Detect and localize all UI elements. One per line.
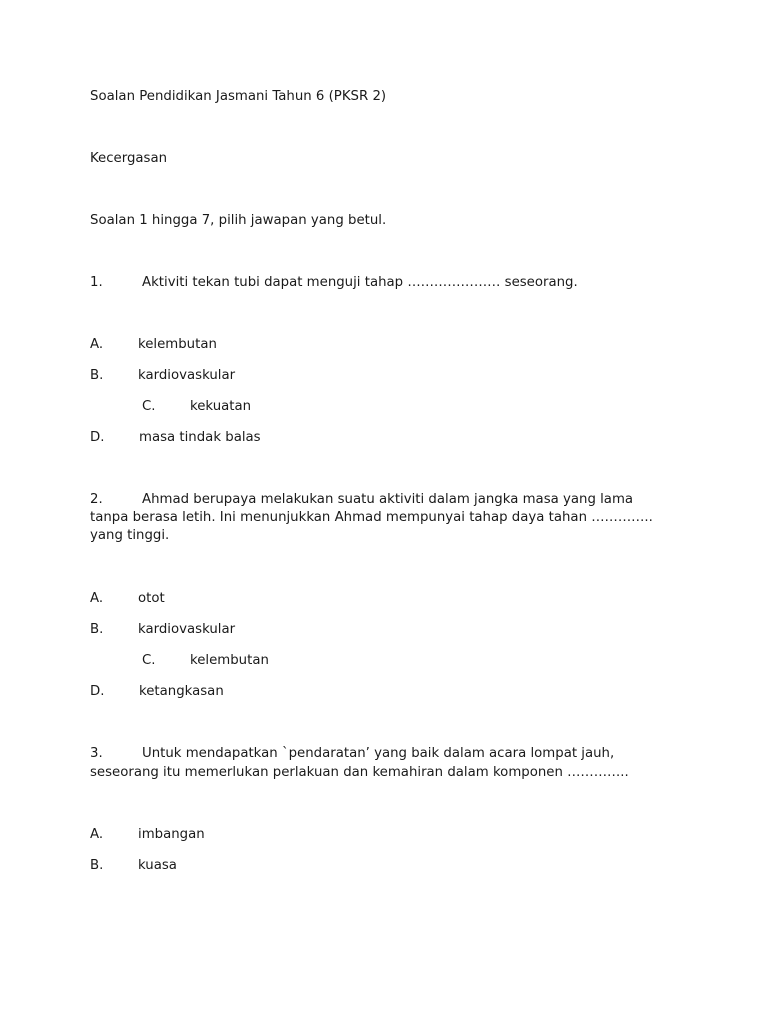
instruction-text: Soalan 1 hingga 7, pilih jawapan yang betul. bbox=[90, 213, 387, 228]
question-text: Aktiviti tekan tubi dapat menguji tahap ………………… seseorang. bbox=[142, 275, 578, 290]
option-text: kekuatan bbox=[190, 399, 252, 414]
option-text: kelembutan bbox=[138, 337, 217, 352]
question-number: 2. bbox=[90, 492, 103, 507]
document-title: Soalan Pendidikan Jasmani Tahun 6 (PKSR 2) bbox=[90, 89, 387, 104]
option-letter: C. bbox=[142, 399, 156, 414]
option-letter: D. bbox=[90, 430, 105, 445]
question-text: Ahmad berupaya melakukan suatu aktiviti dalam jangka masa yang lama bbox=[142, 492, 634, 507]
option-text: otot bbox=[138, 591, 165, 606]
option-text: imbangan bbox=[138, 827, 205, 842]
option-text: kelembutan bbox=[190, 653, 269, 668]
question-1 bbox=[90, 274, 578, 292]
question-number: 1. bbox=[90, 275, 103, 290]
option-letter: A. bbox=[90, 827, 104, 842]
option-letter: D. bbox=[90, 684, 105, 699]
option-text: kardiovaskular bbox=[138, 368, 236, 383]
option-letter: A. bbox=[90, 591, 104, 606]
option-letter: A. bbox=[90, 337, 104, 352]
option-text: kardiovaskular bbox=[138, 622, 236, 637]
section-heading: Kecergasan bbox=[90, 151, 168, 166]
option-letter: B. bbox=[90, 368, 104, 383]
option-letter: C. bbox=[142, 653, 156, 668]
question-3 bbox=[90, 745, 614, 763]
option-letter: B. bbox=[90, 622, 104, 637]
question-number: 3. bbox=[90, 746, 103, 761]
question-text-line: tanpa berasa letih. Ini menunjukkan Ahmad mempunyai tahap daya tahan ………….. bbox=[90, 510, 653, 525]
question-2 bbox=[90, 491, 633, 509]
option-letter: B. bbox=[90, 858, 104, 873]
option-text: kuasa bbox=[138, 858, 177, 873]
option-text: masa tindak balas bbox=[139, 430, 261, 445]
question-text-line: yang tinggi. bbox=[90, 528, 170, 543]
option-text: ketangkasan bbox=[139, 684, 224, 699]
question-text: Untuk mendapatkan `pendaratan’ yang baik dalam acara lompat jauh, bbox=[142, 746, 615, 761]
question-text-line: seseorang itu memerlukan perlakuan dan kemahiran dalam komponen ………….. bbox=[90, 765, 629, 780]
